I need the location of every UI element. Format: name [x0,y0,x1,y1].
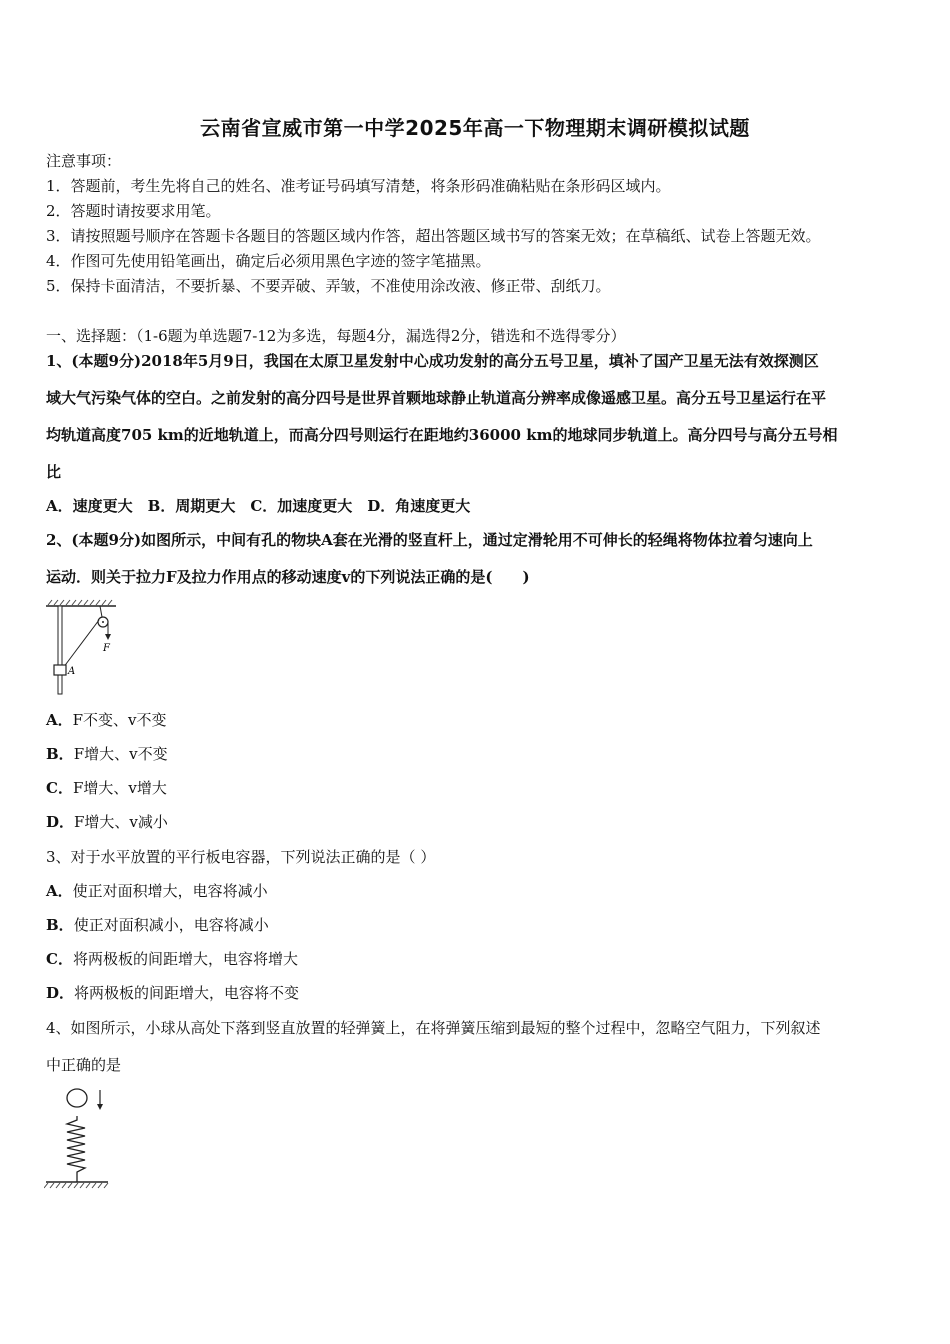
notice-item-3: 3．请按照题号顺序在答题卡各题目的答题区域内作答，超出答题区域书写的答案无效；在草稿纸、试卷上答题无效。 [46,227,821,245]
notice-item-2: 2．答题时请按要求用笔。 [46,202,221,220]
option-letter: B． [46,916,74,934]
option-text: 使正对面积减小，电容将减小 [73,916,269,934]
option-text: 将两极板的间距增大，电容将不变 [74,984,300,1002]
q3-option-d [46,983,299,1003]
notice-item-4: 4．作图可先使用铅笔画出，确定后必须用黑色字迹的签字笔描黑。 [46,252,491,270]
option-letter: C． [46,950,73,968]
option-letter: D． [46,984,75,1002]
q1-line-1: 1、(本题9分)2018年5月9日，我国在太原卫星发射中心成功发射的高分五号卫星，填补了国产卫星无法有效探测区 [46,352,819,370]
force-label: F [103,643,110,654]
q2-option-c [46,778,167,798]
q4-spring-figure [44,1086,112,1190]
block-label: A [68,666,76,677]
notice-heading: 注意事项： [46,152,122,170]
q1-line-2: 域大气污染气体的空白。之前发射的高分四号是世界首颗地球静止轨道高分辨率成像遥感卫星。高分五号卫星运行在平 [46,389,827,407]
q1-line-3: 均轨道高度705 km的近地轨道上，而高分四号则运行在距地约36000 km的地球同步轨道上。高分四号与高分五号相 [46,426,838,444]
option-text: 将两极板的间距增大，电容将增大 [72,950,298,968]
option-letter: A． [46,711,73,729]
q3-stem: 3、对于水平放置的平行板电容器，下列说法正确的是（ ） [46,848,436,866]
section-heading: 一、选择题：（1-6题为单选题7-12为多选，每题4分，漏选得2分，错选和不选得零分） [46,327,626,345]
q1-line-4: 比 [46,463,62,481]
q1-options: A．速度更大 B．周期更大 C．加速度更大 D．角速度更大 [46,497,471,515]
option-text: 使正对面积增大，电容将减小 [72,882,268,900]
option-letter: B． [46,745,74,763]
q2-option-a [46,710,167,730]
q3-option-a [46,881,268,901]
option-text: F不变、v不变 [72,711,167,729]
q2-line-1: 2、(本题9分)如图所示，中间有孔的物块A套在光滑的竖直杆上，通过定滑轮用不可伸长的轻绳将物体拉着匀速向上 [46,531,813,549]
q2-option-b [46,744,168,764]
option-text: F增大、v不变 [73,745,168,763]
q4-line-2: 中正确的是 [46,1056,122,1074]
option-text: F增大、v减小 [74,813,168,831]
q4-line-1: 4、如图所示，小球从高处下落到竖直放置的轻弹簧上，在将弹簧压缩到最短的整个过程中，忽略空气阻力，下列叙述 [46,1019,821,1037]
option-letter: C． [46,779,73,797]
option-letter: D． [46,813,75,831]
q2-line-2: 运动．则关于拉力F及拉力作用点的移动速度v的下列说法正确的是( ) [46,568,530,586]
option-letter: A． [46,882,73,900]
notice-item-1: 1．答题前，考生先将自己的姓名、准考证号码填写清楚，将条形码准确粘贴在条形码区域内。 [46,177,671,195]
option-text: F增大、v增大 [72,779,167,797]
q3-option-c [46,949,298,969]
q3-option-b [46,915,269,935]
notice-item-5: 5．保持卡面清洁，不要折暴、不要弄破、弄皱，不准使用涂改液、修正带、刮纸刀。 [46,277,611,295]
q2-option-d [46,812,168,832]
q2-pulley-figure [44,598,120,696]
page-title: 云南省宣威市第一中学2025年高一下物理期末调研模拟试题 [200,116,750,140]
